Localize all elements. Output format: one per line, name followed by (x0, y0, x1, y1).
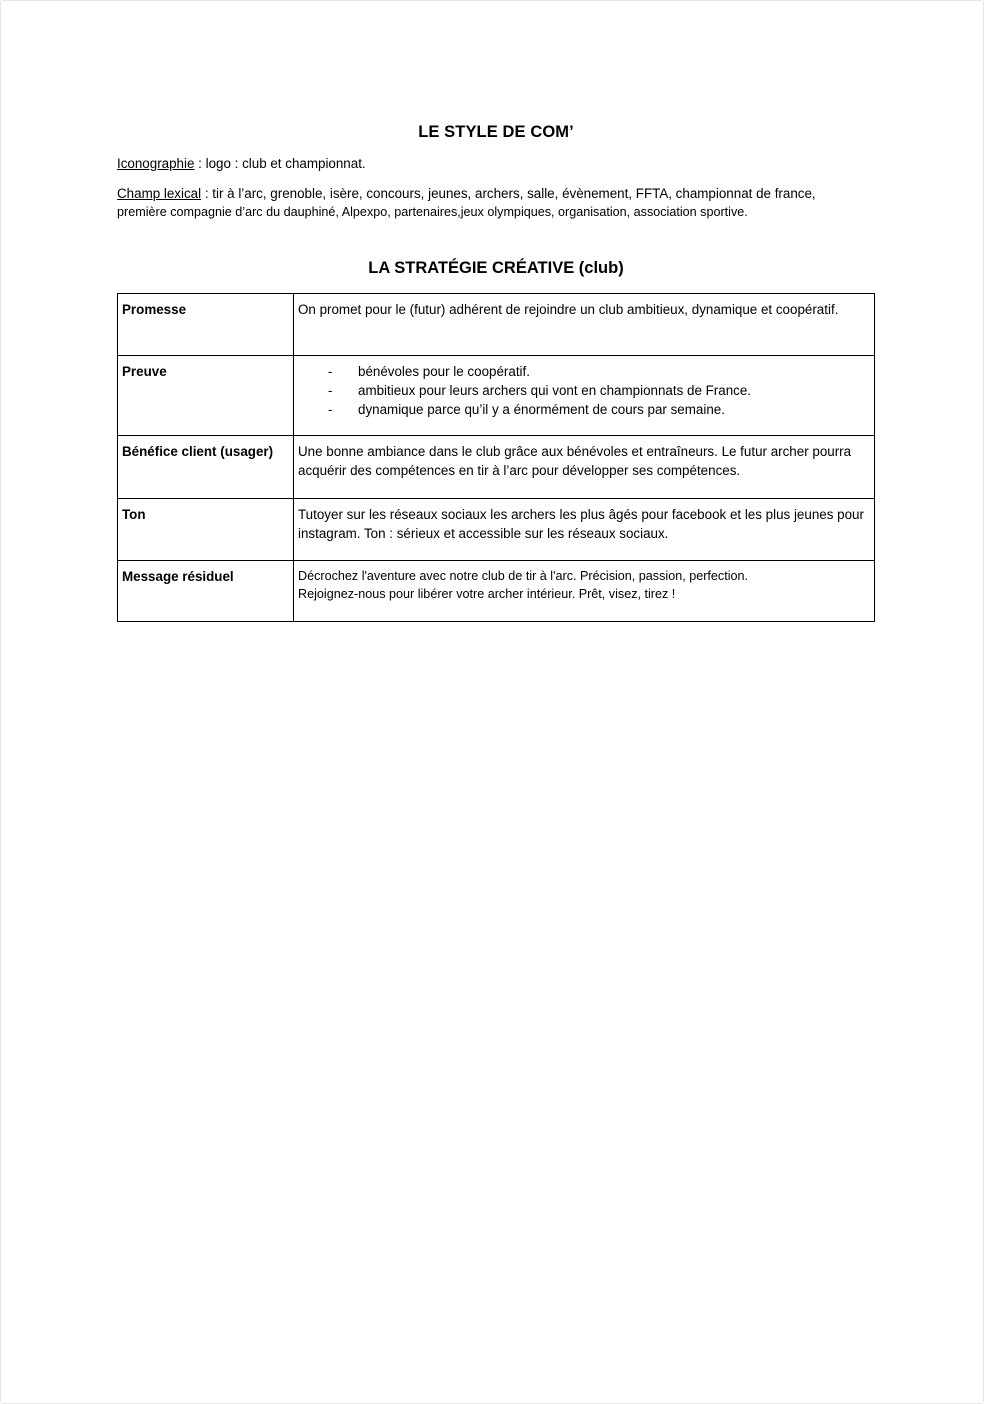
strategy-table (117, 293, 875, 622)
bullet-dash: - (328, 402, 333, 417)
row-value-message (294, 561, 875, 622)
row-label-ton: Ton (118, 499, 294, 561)
bullet-dash: - (328, 383, 333, 398)
message-line-1: Décrochez l'aventure avec notre club de tir à l'arc. Précision, passion, perfection. (298, 569, 749, 583)
row-label-promesse: Promesse (118, 294, 294, 356)
section-title-strategie: LA STRATÉGIE CRÉATIVE (club) (368, 259, 624, 277)
iconographie-line (117, 155, 366, 173)
table-row (118, 561, 875, 622)
list-item (298, 400, 870, 419)
row-value-ton: Tutoyer sur les réseaux sociaux les archers les plus âgés pour facebook et les plus jeunes pour instagram. Ton : sérieux et accessible sur les réseaux sociaux. (294, 499, 875, 561)
champ-lexical-label: Champ lexical (117, 186, 202, 201)
list-item-text: dynamique parce qu’il y a énormément de cours par semaine. (358, 402, 725, 417)
bullet-dash: - (328, 364, 333, 379)
table-row (118, 356, 875, 436)
list-item (298, 362, 870, 381)
row-value-preuve (294, 356, 875, 436)
row-label-benefice: Bénéfice client (usager) (118, 436, 294, 499)
iconographie-text: : logo : club et championnat. (194, 156, 366, 171)
section-title-style-com: LE STYLE DE COM’ (418, 123, 574, 141)
table-row (118, 499, 875, 561)
list-item-text: bénévoles pour le coopératif. (358, 364, 530, 379)
row-value-benefice: Une bonne ambiance dans le club grâce aux bénévoles et entraîneurs. Le futur archer pourra acquérir des compétences en tir à l’arc pour développer ses compétences. (294, 436, 875, 499)
row-label-preuve: Preuve (118, 356, 294, 436)
table-row (118, 436, 875, 499)
table-row (118, 294, 875, 356)
champ-lexical-line (117, 185, 816, 203)
champ-lexical-line-2: première compagnie d’arc du dauphiné, Alpexpo, partenaires,jeux olympiques, organisation, association sportive. (117, 205, 748, 219)
message-line-2: Rejoignez-nous pour libérer votre archer intérieur. Prêt, visez, tirez ! (298, 587, 676, 601)
preuve-bullet-list (298, 362, 870, 419)
iconographie-label: Iconographie (117, 156, 195, 171)
list-item (298, 381, 870, 400)
row-value-promesse: On promet pour le (futur) adhérent de rejoindre un club ambitieux, dynamique et coopératif. (294, 294, 875, 356)
row-label-message: Message résiduel (118, 561, 294, 622)
list-item-text: ambitieux pour leurs archers qui vont en championnats de France. (358, 383, 752, 398)
champ-lexical-text-1: : tir à l’arc, grenoble, isère, concours, jeunes, archers, salle, évènement, FFTA, championnat de france, (201, 186, 816, 201)
